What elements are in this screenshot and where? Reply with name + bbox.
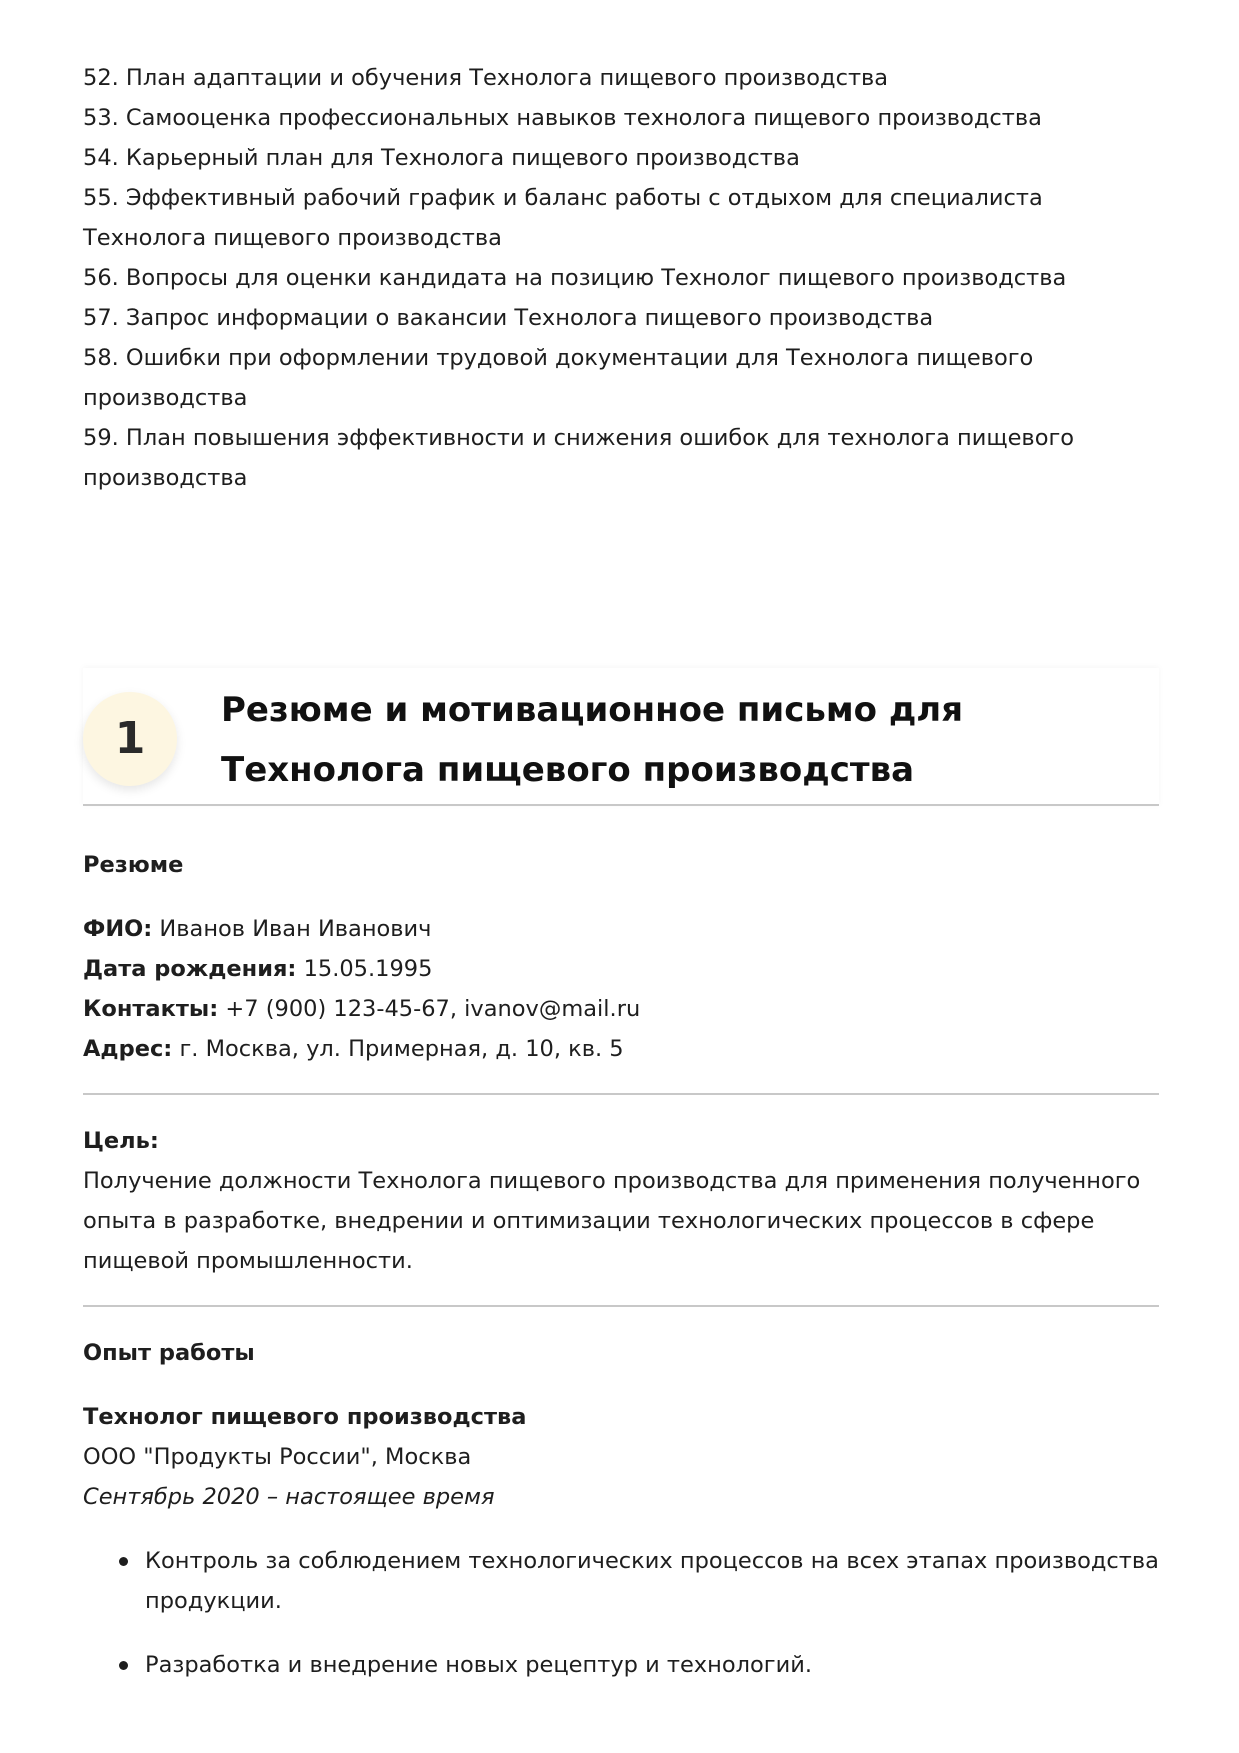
address-line bbox=[83, 1029, 1159, 1069]
fio-line bbox=[83, 909, 1159, 949]
section-number-badge: 1 bbox=[83, 692, 177, 786]
job-title: Технолог пищевого производства bbox=[83, 1404, 527, 1430]
dob-line bbox=[83, 949, 1159, 989]
toc-item-52[interactable]: 52. План адаптации и обучения Технолога пищевого производства bbox=[83, 65, 889, 91]
toc-item-55[interactable]: 55. Эффективный рабочий график и баланс работы с отдыхом для специалиста Технолога пищевого производства bbox=[83, 185, 1043, 251]
dob-value: 15.05.1995 bbox=[296, 956, 433, 982]
section-header bbox=[83, 668, 1159, 806]
section-title: Резюме и мотивационное письмо для Технолога пищевого производства bbox=[221, 690, 964, 790]
fio-value: Иванов Иван Иванович bbox=[152, 916, 432, 942]
toc-item-56[interactable]: 56. Вопросы для оценки кандидата на позицию Технолог пищевого производства bbox=[83, 265, 1067, 291]
toc-item-59[interactable]: 59. План повышения эффективности и снижения ошибок для технолога пищевого производства bbox=[83, 425, 1075, 491]
duties-list bbox=[83, 1541, 1159, 1685]
duty-text: Разработка и внедрение новых рецептур и технологий. bbox=[145, 1652, 812, 1678]
toc-item-58[interactable]: 58. Ошибки при оформлении трудовой документации для Технолога пищевого производства bbox=[83, 345, 1034, 411]
resume-heading: Резюме bbox=[83, 852, 184, 878]
contacts-label: Контакты: bbox=[83, 996, 219, 1022]
toc-block bbox=[83, 58, 1159, 498]
contacts-line bbox=[83, 989, 1159, 1029]
list-item bbox=[83, 1645, 1159, 1685]
bullet-icon bbox=[119, 1661, 128, 1670]
experience-heading: Опыт работы bbox=[83, 1340, 255, 1366]
job-period: Сентябрь 2020 – настоящее время bbox=[83, 1484, 495, 1510]
toc-item-57[interactable]: 57. Запрос информации о вакансии Технолога пищевого производства bbox=[83, 305, 934, 331]
address-label: Адрес: bbox=[83, 1036, 173, 1062]
toc-item-53[interactable]: 53. Самооценка профессиональных навыков технолога пищевого производства bbox=[83, 105, 1042, 131]
toc-list bbox=[83, 58, 1159, 498]
job-company: ООО "Продукты России", Москва bbox=[83, 1444, 472, 1470]
address-value: г. Москва, ул. Примерная, д. 10, кв. 5 bbox=[172, 1036, 624, 1062]
resume-block bbox=[83, 845, 1159, 1685]
bullet-icon bbox=[119, 1557, 128, 1566]
dob-label: Дата рождения: bbox=[83, 956, 297, 982]
duty-text: Контроль за соблюдением технологических процессов на всех этапах производства продукции. bbox=[145, 1548, 1159, 1614]
goal-heading: Цель: bbox=[83, 1128, 159, 1154]
list-item bbox=[83, 1541, 1159, 1621]
goal-text: Получение должности Технолога пищевого производства для применения полученного опыта в разработке, внедрении и оптимизации технологических процессов в сфере пищевой промышленности. bbox=[83, 1168, 1141, 1274]
fio-label: ФИО: bbox=[83, 916, 153, 942]
toc-item-54[interactable]: 54. Карьерный план для Технолога пищевого производства bbox=[83, 145, 800, 171]
contacts-value: +7 (900) 123-45-67, ivanov@mail.ru bbox=[218, 996, 641, 1022]
